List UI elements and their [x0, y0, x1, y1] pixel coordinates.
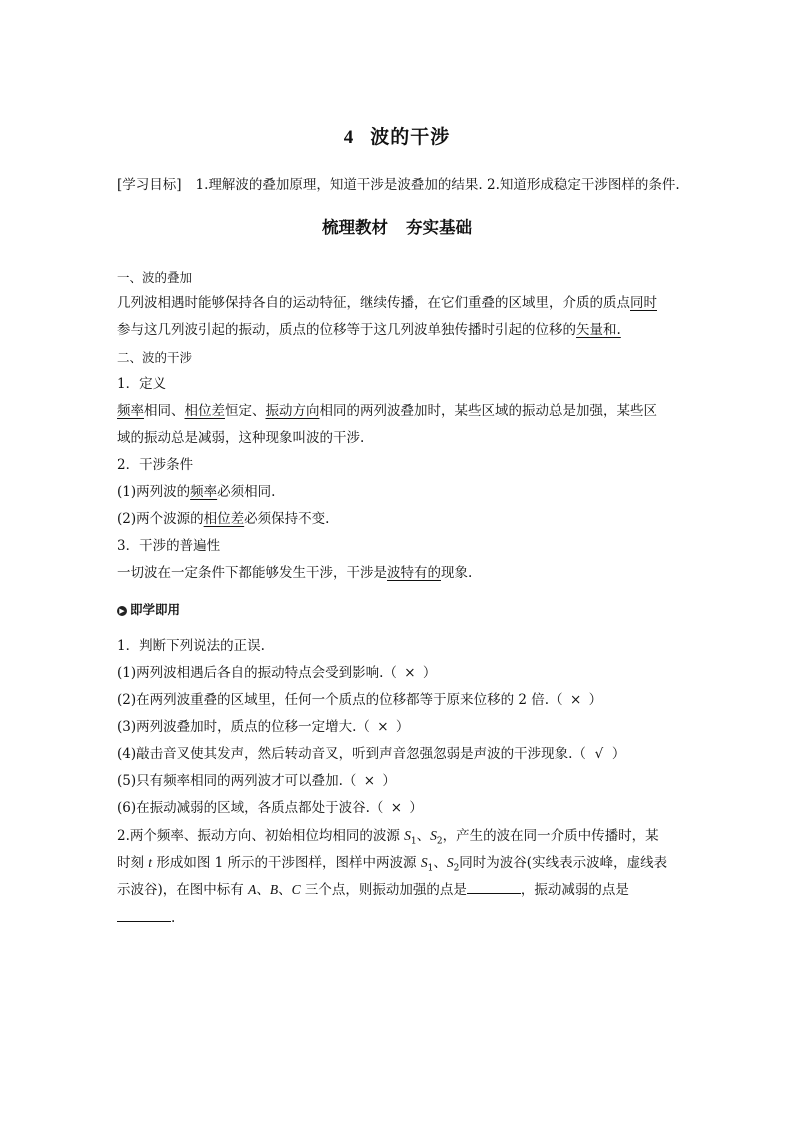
text: .	[171, 910, 176, 926]
subscript: 1	[427, 863, 434, 874]
paragraph-line: 域的振动总是减弱，这种现象叫波的干涉.	[117, 430, 365, 446]
item-text: (3)两列波叠加时，质点的位移一定增大.（	[117, 719, 370, 735]
text: 同时为波谷(实线表示波峰，虚线表	[459, 855, 668, 871]
symbol: t	[148, 855, 153, 870]
subscript: 2	[453, 863, 460, 874]
heading-interference: 二、波的干涉	[117, 350, 193, 365]
item-text: (4)敲击音叉使其发声，然后转动音叉，听到声音忽强忽弱是声波的干涉现象.（	[117, 746, 586, 762]
play-bullet-icon: ▶	[117, 606, 127, 616]
question-2-line	[117, 853, 667, 879]
text: 三个点，则振动加强的点是	[300, 882, 467, 898]
item-text: (6)在振动减弱的区域，各质点都处于波谷.（	[117, 800, 384, 816]
item-end: ）	[409, 800, 423, 816]
question-2-line	[117, 880, 629, 900]
item-end: ）	[382, 773, 396, 789]
item-text: (2)在两列波重叠的区域里，任何一个质点的位移都等于原来位移的 2 倍.（	[117, 692, 563, 708]
section-heading-part2: 夯实基础	[406, 218, 472, 237]
symbol: C	[291, 882, 301, 897]
text: 2.两个频率、振动方向、初始相位均相同的波源	[117, 828, 405, 844]
item-text: (1)两列波相遇后各自的振动特点会受到影响.（	[117, 665, 397, 681]
answer-mark: √	[594, 746, 604, 762]
text: 必须相同.	[217, 484, 276, 500]
text: 示波谷)，在图中标有	[117, 882, 249, 898]
answer-mark: ×	[404, 665, 416, 681]
text: 相同的两列波叠加时，某些区域的振动总是加强，某些区	[319, 403, 657, 419]
subheading-universality: 3．干涉的普遍性	[117, 538, 221, 554]
text: 、	[433, 855, 447, 871]
symbol: S	[420, 855, 428, 870]
text: 恒定、	[225, 403, 266, 419]
symbol: S	[404, 828, 411, 843]
answer-blank[interactable]	[467, 881, 521, 894]
text: 相同、	[144, 403, 185, 419]
text: (2)两个波源的	[117, 511, 204, 527]
judgement-item	[117, 771, 396, 791]
item-end: ）	[422, 665, 437, 681]
subheading-definition: 1．定义	[117, 376, 167, 392]
paragraph-line	[117, 320, 621, 340]
goal-text: 1.理解波的叠加原理，知道干涉是波叠加的结果. 2.知道形成稳定干涉图样的条件.	[195, 177, 680, 193]
answer-blank[interactable]	[117, 909, 171, 922]
text: 时刻	[117, 855, 149, 871]
item-end: ）	[611, 746, 626, 762]
answer-underlined: 波特有的	[387, 565, 441, 581]
question-2-line	[117, 826, 659, 852]
text: 一切波在一定条件下都能够发生干涉，干涉是	[117, 565, 387, 581]
text: ，振动减弱的点是	[520, 882, 629, 898]
heading-superposition: 一、波的叠加	[117, 270, 193, 285]
text: 形成如图 1 所示的干涉图样，图样中两波源	[152, 855, 421, 871]
answer-mark: ×	[569, 692, 582, 708]
paragraph-line	[117, 509, 329, 529]
text: 、	[416, 828, 431, 844]
subheading-conditions: 2．干涉条件	[117, 457, 194, 473]
text: 、	[278, 882, 292, 898]
text: ，产生的波在同一介质中传播时，某	[442, 828, 659, 844]
text: 几列波相遇时能够保持各自的运动特征，继续传播，在它们重叠的区域里，介质的质点	[117, 295, 630, 311]
judgement-item	[117, 690, 602, 710]
subscript: 1	[410, 836, 417, 847]
lesson-number: 4	[343, 127, 355, 148]
judgement-item	[117, 663, 436, 683]
symbol: S	[446, 855, 454, 870]
item-text: (5)只有频率相同的两列波才可以叠加.（	[117, 773, 357, 789]
text: 、	[256, 882, 270, 898]
judgement-item	[117, 798, 423, 818]
symbol: A	[248, 882, 257, 897]
paragraph-line	[117, 482, 275, 502]
lesson-title-text: 波的干涉	[370, 126, 451, 148]
answer-underlined: 相位差	[184, 403, 225, 419]
question-1: 1．判断下列说法的正误.	[117, 638, 265, 654]
judgement-item	[117, 717, 409, 737]
judgement-item	[117, 744, 625, 764]
item-end: ）	[588, 692, 603, 708]
answer-mark: ×	[363, 773, 376, 789]
answer-mark: ×	[377, 719, 389, 735]
text: 参与这几列波引起的振动，质点的位移等于这几列波单独传播时引起的位移的	[117, 322, 576, 338]
answer-underlined: 频率	[190, 484, 218, 500]
answer-underlined: 同时	[630, 295, 657, 311]
answer-underlined: 频率	[117, 403, 144, 419]
paragraph-line	[117, 563, 472, 583]
learning-goals	[117, 173, 687, 193]
answer-underlined: 矢量和.	[576, 322, 621, 338]
answer-underlined: 振动方向	[265, 403, 320, 419]
practice-label: 即学即用	[130, 602, 181, 617]
item-end: ）	[395, 719, 410, 735]
lesson-title	[0, 122, 794, 149]
section-heading	[0, 214, 794, 238]
question-2-line	[117, 908, 175, 928]
goal-tag: [学习目标]	[117, 177, 182, 193]
section-heading-part1: 梳理教材	[322, 218, 388, 237]
text: (1)两列波的	[117, 484, 191, 500]
answer-mark: ×	[390, 800, 403, 816]
symbol: B	[269, 882, 279, 897]
answer-underlined: 相位差	[203, 511, 245, 527]
practice-heading	[117, 600, 180, 620]
paragraph-line	[117, 401, 657, 421]
paragraph-line	[117, 293, 657, 313]
symbol: S	[430, 828, 437, 843]
text: 现象.	[441, 565, 473, 581]
subscript: 2	[436, 836, 443, 847]
text: 必须保持不变.	[244, 511, 330, 527]
